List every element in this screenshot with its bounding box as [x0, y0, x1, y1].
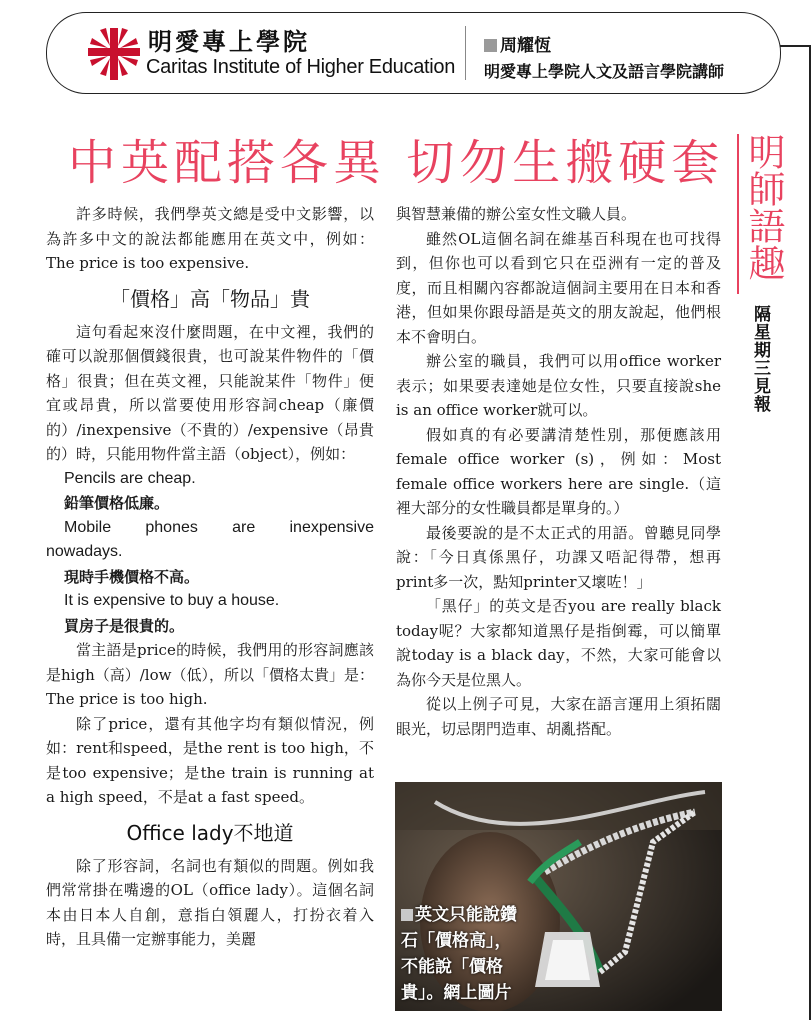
- institute-name-english: Caritas Institute of Higher Education: [146, 56, 456, 78]
- column-name-divider: [737, 134, 739, 294]
- article-column-right: [396, 202, 721, 741]
- example-translation: 鉛筆價格低廉。: [64, 494, 170, 512]
- banner-connector-line: [780, 45, 811, 47]
- paragraph: 這句看起來沒什麼問題，在中文裡，我們的確可以說那個價錢很貴，也可說某件物件的「價格」很貴；但在英文裡，只能說某件「物件」便宜或昂貴，所以當要使用形容詞cheap（廉價的）/inexpensive（不貴的）/expensive（昂貴的）時，只能用物件當主語（object），例如：: [46, 322, 374, 463]
- article-headline: 中英配搭各異 切勿生搬硬套: [68, 135, 725, 191]
- author-title: 明愛專上學院人文及語言學院講師: [484, 62, 725, 81]
- paragraph: 雖然OL這個名詞在維基百科現在也可找得到，但你也可以看到它只在亞洲有一定的普及度，而且相關內容都說這個詞主要用在日本和香港，但如果你跟母語是英文的朋友說起，他們根本不會明白。: [396, 229, 721, 346]
- article-column-left: [46, 202, 374, 952]
- caritas-logo-icon: [86, 26, 142, 82]
- example-translation: 買房子是很貴的。: [64, 616, 185, 635]
- paragraph: 辦公室的職員，我們可以用office worker表示；如果要表達她是位女性，只要直接說she is an office worker就可以。: [396, 352, 721, 419]
- example-sentence: Pencils are cheap.: [64, 469, 196, 487]
- example-translation: 現時手機價格不高。: [64, 567, 200, 586]
- example-sentence: It is expensive to buy a house.: [64, 592, 280, 609]
- square-bullet-icon: [401, 909, 413, 921]
- subheading: Office lady不地道: [126, 820, 294, 845]
- institute-name-chinese: 明愛專上學院: [148, 27, 310, 56]
- banner-divider: [465, 26, 466, 80]
- diamond-necklace-photo: [395, 782, 722, 1011]
- paragraph: 「黑仔」的英文是否you are really black today呢？大家都知道黑仔是指倒霉，可以簡單說today is a black day，不然，大家可能會以為你今天是位黑人。: [396, 597, 721, 689]
- author-name: 周耀恆: [484, 31, 551, 56]
- paragraph: 許多時候，我們學英文總是受中文影響，以為許多中文的說法都能應用在英文中，例如：The price is too expensive.: [46, 205, 374, 272]
- example-sentence: Mobile phones are inexpensive: [64, 518, 374, 536]
- subheading: 「價格」高「物品」貴: [110, 286, 310, 311]
- paragraph: 當主語是price的時候，我們用的形容詞應該是high（高）/low（低），所以「價格太貴」是：The price is too high.: [46, 641, 374, 708]
- square-bullet-icon: [484, 39, 497, 52]
- photo-caption: 英文只能說鑽 石「價格高」， 不能說「價格 貴」。網上圖片: [401, 905, 517, 1003]
- column-frequency: 隔星期三見報: [750, 305, 770, 413]
- paragraph: 從以上例子可見，大家在語言運用上須拓闊眼光，切忌閉門造車、胡亂搭配。: [396, 695, 721, 738]
- paragraph: 除了形容詞，名詞也有類似的問題。例如我們常常掛在嘴邊的OL（office lady）。這個名詞本由日本人自創，意指白領麗人，打扮衣着入時，且具備一定辦事能力，美麗: [46, 856, 374, 948]
- paragraph: 除了price，還有其他字均有類似情況，例如：rent和speed，是the rent is too high，不是too expensive；是the train is running at a high speed，不是at a fast speed。: [46, 714, 374, 806]
- paragraph: 與智慧兼備的辦公室女性文職人員。: [396, 205, 637, 223]
- paragraph: 假如真的有必要講清楚性別，那便應該用female office worker (s)，例如：Most female office workers here are single.（這裡大部分的女性職員都是單身的。）: [396, 425, 721, 517]
- paragraph: 最後要說的是不太正式的用語。曾聽見同學說：「今日真係黑仔，功課又唔記得帶，想再print多一次，點知printer又壞咗！」: [396, 523, 721, 591]
- column-name: 明師語趣: [742, 133, 785, 281]
- example-sentence-continued: nowadays.: [46, 543, 123, 560]
